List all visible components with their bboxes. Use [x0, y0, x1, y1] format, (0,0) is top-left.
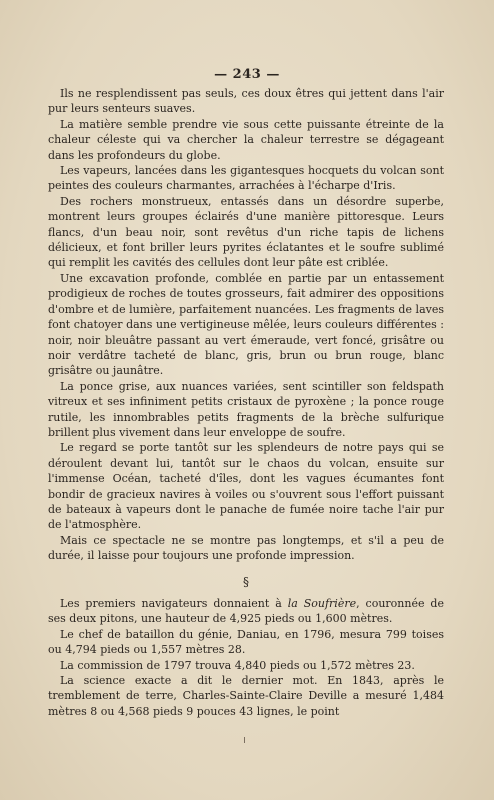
- printer-mark: [244, 737, 245, 743]
- paragraph: La matière semble prendre vie sous cette puissante étreinte de la chaleur céleste qui va chercher la chaleur terrestre se dégageant dans les profondeurs du globe.: [48, 117, 444, 162]
- paragraph: La science exacte a dit le dernier mot. En 1843, après le tremblement de terre, Charles-Sainte-Claire Deville a mesuré 1,484 mètres 8 ou 4,568 pieds 9 pouces 43 lignes, le point: [48, 674, 444, 718]
- paragraph: Le chef de bataillon du génie, Daniau, en 1796, mesura 799 toises ou 4,794 pieds ou 1,557 mètres 28.: [48, 627, 444, 657]
- place-name-italic: la Soufrière: [287, 597, 357, 610]
- paragraph: Les vapeurs, lancées dans les gigantesques hocquets du volcan sont peintes des couleurs charmantes, arrachées à l'écharpe d'Iris.: [48, 164, 444, 193]
- paragraph: Mais ce spectacle ne se montre pas longtemps, et s'il a peu de durée, il laisse pour toujours une profonde impression.: [48, 533, 444, 563]
- paragraph: La commission de 1797 trouva 4,840 pieds ou 1,572 mètres 23.: [60, 658, 415, 672]
- paragraph: Une excavation profonde, comblée en partie par un entassement prodigieux de roches de toutes grosseurs, fait admirer des oppositions d'ombre et de lumière, parfaitement nuancées. Les fragments de laves font chatoyer dans une vertigineuse mêlée, leurs couleurs différentes : noir, noir bleuâtre passant au vert émeraude, vert foncé, grisâtre ou noir verdâtre tacheté de blanc, gris, brun ou brun rouge, blanc grisâtre ou jaunâtre.: [48, 271, 444, 378]
- paragraph: Le regard se porte tantôt sur les splendeurs de notre pays qui se déroulent devant lui, tantôt sur le chaos du volcan, ensuite sur l'immense Océan, tacheté d'îles, dont les vagues écumantes font bondir de gracieux navires à voiles ou s'ouvrent sous l'effort puissant de bateaux à vapeurs dont le panache de fumée noire tache l'air pur de l'atmosphère.: [48, 441, 444, 532]
- paragraph-text: , couronnée de ses deux pitons, une hauteur de 4,925 pieds ou 1,600 mètres.: [48, 597, 444, 626]
- paragraph: Des rochers monstrueux, entassés dans un désordre superbe, montrent leurs groupes éclairés d'une manière pittoresque. Leurs flancs, d'un beau noir, sont revêtus d'un riche tapis de lichens délicieux, et font briller leurs pyrites éclatantes et le soufre sublimé qui remplit les cavités des cellules dont leur pâte est criblée.: [48, 194, 444, 270]
- paragraph: Ils ne resplendissent pas seuls, ces doux êtres qui jettent dans l'air pur leurs senteurs suaves.: [48, 87, 444, 116]
- page-number: — 243 —: [214, 67, 280, 82]
- paragraph-text: Les premiers navigateurs donnaient à: [60, 597, 288, 610]
- body-text: [48, 86, 444, 719]
- paragraph-soufriere: [48, 596, 444, 627]
- section-mark: §: [243, 574, 249, 589]
- paragraph: La ponce grise, aux nuances variées, sent scintiller son feldspath vitreux et ses infiniment petits cristaux de pyroxène ; la ponce rouge rutile, les innombrables petits fragments de la brèche sulfurique brillent plus vivement dans leur enveloppe de soufre.: [48, 379, 444, 439]
